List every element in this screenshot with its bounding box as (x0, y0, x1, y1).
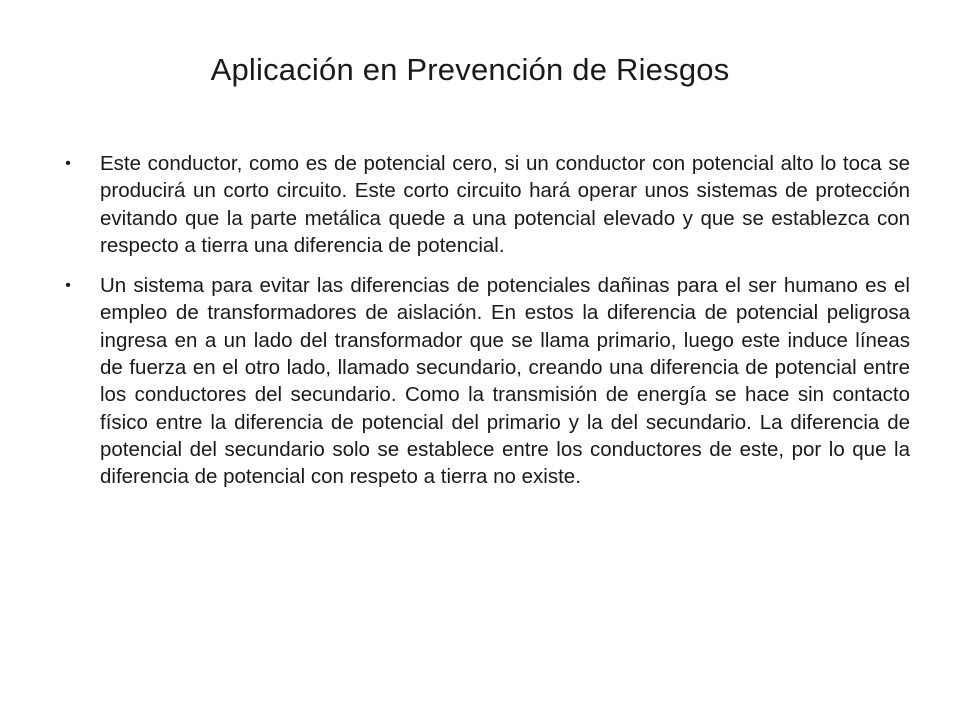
bullet-list (62, 150, 910, 504)
bullet-item (62, 272, 910, 490)
bullet-marker: • (65, 277, 71, 295)
bullet-text: Un sistema para evitar las diferencias de potenciales dañinas para el ser humano es el empleo de transformadores de aislación. En estos la diferencia de potencial peligrosa ingresa en a un lado del transformador que se llama primario, luego este induce líneas de fuerza en el otro lado, llamado secundario, creando una diferencia de potencial entre los conductores del secundario. Como la transmisión de energía se hace sin contacto físico entre la diferencia de potencial del primario y la del secundario. La diferencia de potencial del secundario solo se establece entre los conductores de este, por lo que la diferencia de potencial con respeto a tierra no existe. (100, 274, 910, 489)
slide-title: Aplicación en Prevención de Riesgos (210, 52, 730, 87)
bullet-item (62, 150, 910, 259)
bullet-marker: • (65, 155, 71, 172)
bullet-text: Este conductor, como es de potencial cero, si un conductor con potencial alto lo toca se producirá un corto circuito. Este corto circuito hará operar unos sistemas de protección evitando que la parte metálica quede a una potencial elevado y que se establezca con respecto a tierra una diferencia de potencial. (100, 152, 910, 257)
